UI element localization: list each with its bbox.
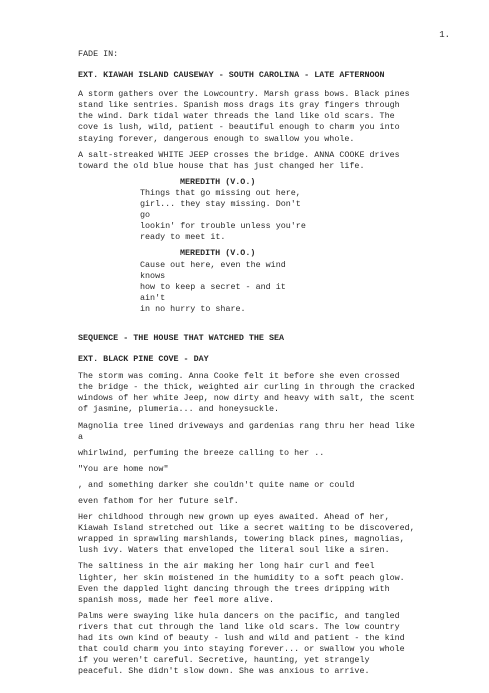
action-line: wrapped in sprawling marshlands, towering black pines, magnolias, (78, 534, 405, 545)
action-line: the bridge - the thick, weighted air curling in through the cracked (78, 382, 415, 393)
action-jeep (78, 150, 451, 172)
dialogue-meredith-1 (140, 188, 310, 243)
action-line: if you weren't careful. Secretive, haunting, yet strangely (78, 655, 370, 666)
page-number: 1. (439, 30, 450, 40)
paragraph-childhood (78, 512, 451, 556)
character-meredith-2: MEREDITH (V.O.) (180, 248, 256, 259)
dialogue-line: Things that go missing out here, (140, 187, 301, 198)
paragraph-palms (78, 611, 451, 678)
dialogue-meredith-2 (140, 260, 310, 315)
action-line: Kiawah Island stretched out like a secret waiting to be discovered, (78, 523, 415, 534)
action-line: stand like sentries. Spanish moss drags its gray fingers through (78, 100, 400, 111)
action-line: The storm was coming. Anna Cooke felt it before she even crossed (78, 371, 400, 382)
action-line: Magnolia tree lined driveways and gardenias rang thru her head like (78, 420, 415, 431)
action-line: cove is lush, wild, patient - beautiful enough to charm you into (78, 122, 400, 133)
action-line: A storm gathers over the Lowcountry. Marsh grass bows. Black pines (78, 89, 410, 100)
paragraph-magnolia (78, 421, 451, 443)
action-line-whirlwind: whirlwind, perfuming the breeze calling to her .. (78, 447, 325, 458)
paragraph-storm-coming (78, 371, 451, 415)
dialogue-line: girl... they stay missing. Don't go (140, 199, 301, 221)
action-line: rivers that cut through the land like old scars. The low country (78, 621, 400, 632)
sequence-heading: SEQUENCE - THE HOUSE THAT WATCHED THE SEA (78, 332, 285, 343)
action-line: Palms were swaying like hula dancers on the pacific, and tangled (78, 610, 400, 621)
transition-fade-in: FADE IN: (78, 49, 119, 59)
scene-heading-black-pine-cove: EXT. BLACK PINE COVE - DAY (78, 354, 209, 365)
action-line: A salt-streaked WHITE JEEP crosses the bridge. ANNA COOKE drives (78, 149, 400, 160)
action-line: the wind. Dark tidal water threads the land like old scars. The (78, 111, 395, 122)
script-body (78, 49, 451, 677)
action-line: peaceful. She didn't slow down. She was anxious to arrive. (78, 666, 370, 677)
dialogue-line: ready to meet it. (140, 232, 226, 243)
action-line: that could charm you into staying forever... or swallow you whole (78, 644, 405, 655)
paragraph-saltiness (78, 561, 451, 605)
action-line: spanish moss, made her feel more alive. (78, 594, 275, 605)
scene-heading-causeway: EXT. KIAWAH ISLAND CAUSEWAY - SOUTH CAROLINA - LATE AFTERNOON (78, 70, 385, 81)
action-line-something-darker: , and something darker she couldn't quite name or could (78, 479, 355, 490)
action-line: windows of her white Jeep, now dirty and heavy with salt, the scent (78, 393, 415, 404)
action-line: a (78, 431, 84, 442)
action-line: lighter, her skin moistened in the humidity to a soft peach glow. (78, 572, 405, 583)
dialogue-line: Cause out here, even the wind knows (140, 259, 286, 281)
dialogue-line: lookin' for trouble unless you're (140, 221, 306, 232)
action-line: of jasmine, plumeria... and honeysuckle. (78, 404, 280, 415)
character-meredith-1: MEREDITH (V.O.) (180, 176, 256, 187)
action-storm (78, 89, 451, 144)
action-line: staying forever, dangerous enough to swallow you whole. (78, 133, 355, 144)
action-line: lush ivy. Waters that enveloped the literal soul like a siren. (78, 545, 390, 556)
dialogue-line: in no hurry to share. (140, 303, 246, 314)
action-line: The saltiness in the air making her long hair curl and feel (78, 561, 375, 572)
action-line: Even the dappled light dancing through the trees dripping with (78, 583, 390, 594)
action-line: Her childhood through new grown up eyes awaited. Ahead of her, (78, 512, 390, 523)
dialogue-line: how to keep a secret - and it ain't (140, 281, 286, 303)
action-line: had its own kind of beauty - lush and wild and patient - the kind (78, 633, 405, 644)
action-line: toward the old blue house that has just changed her life. (78, 160, 365, 171)
action-line-future-self: even fathom for her future self. (78, 496, 239, 506)
action-line-home-now: "You are home now" (78, 463, 169, 474)
